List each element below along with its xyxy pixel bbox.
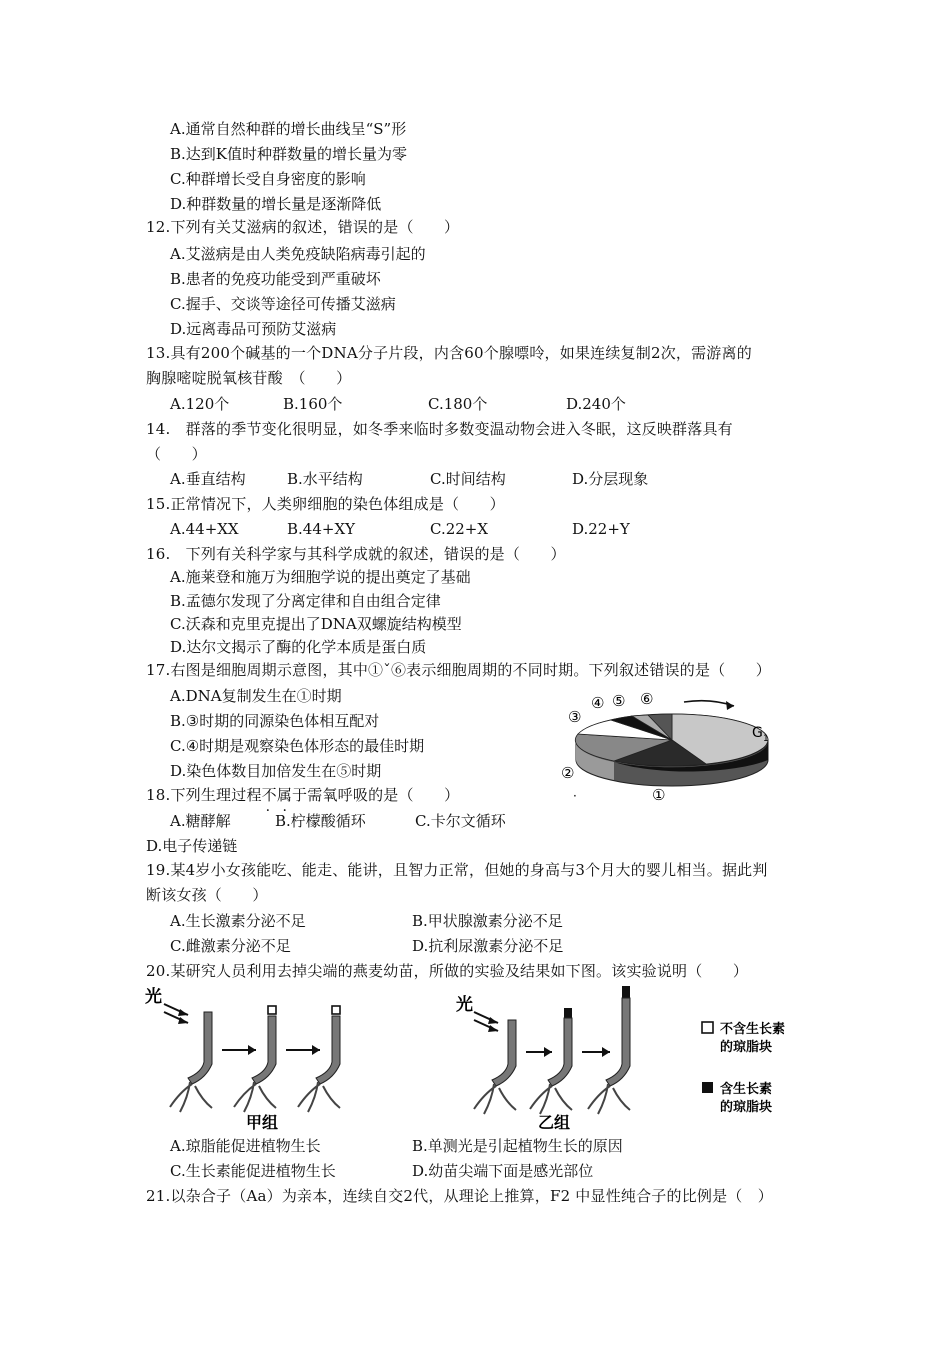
group-b-label: 乙组 [538,1113,571,1132]
figure-mark: · [573,789,577,803]
label-3: ③ [568,708,582,726]
legend-empty-line1: 不含生长素 [720,1022,786,1037]
q13-stem-line2: 胸腺嘧啶脱氧核苷酸 （ ） [146,369,352,387]
q20-option-a: A.琼脂能促进植物生长 [170,1137,321,1155]
q11-option-c: C.种群增长受自身密度的影响 [170,170,366,188]
q18-option-a: A.糖酵解 [170,812,231,830]
q13-option-d: D.240个 [566,395,626,413]
q18-stem-post: 需氧呼吸的是（ ） [307,786,460,804]
q14-stem-line2: （ ） [146,445,207,463]
q18-stem [146,784,459,806]
q20-option-c: C.生长素能促进植物生长 [170,1162,336,1180]
q12-option-d: D.远离毒品可预防艾滋病 [170,320,337,338]
q18-option-b: B.柠檬酸循环 [275,812,366,830]
q11-option-a: A.通常自然种群的增长曲线呈“S”形 [170,120,407,138]
q12-stem: 12.下列有关艾滋病的叙述，错误的是（ ） [146,218,460,236]
q15-option-c: C.22+X [430,520,489,538]
q13-option-b: B.160个 [283,395,343,413]
light-label-a: 光 [145,987,162,1007]
q17-option-c: C.④时期是观察染色体形态的最佳时期 [170,737,425,755]
q13-option-c: C.180个 [428,395,488,413]
q13-option-a: A.120个 [170,395,230,413]
q12-option-c: C.握手、交谈等途径可传播艾滋病 [170,295,396,313]
q15-option-d: D.22+Y [572,520,630,538]
seedling-a3 [298,1006,340,1112]
q11-option-d: D.种群数量的增长量是逐渐降低 [170,195,382,213]
q17-option-d: D.染色体数目加倍发生在⑤时期 [170,762,382,780]
q19-option-a: A.生长激素分泌不足 [170,912,306,930]
arrow-a2-head [312,1045,320,1055]
label-g1: G [752,725,763,741]
q14-option-a: A.垂直结构 [170,470,246,488]
oat-seedling-figure [140,982,820,1132]
seedling-b2 [530,1008,572,1114]
q15-stem: 15.正常情况下，人类卵细胞的染色体组成是（ ） [146,495,505,513]
seedling-b3 [588,986,630,1114]
q20-option-b: B.单测光是引起植物生长的原因 [412,1137,623,1155]
direction-arrow-head [726,701,734,710]
seedling-a2 [234,1006,276,1112]
seedling-b1 [474,1020,516,1114]
q16-stem: 16. 下列有关科学家与其科学成就的叙述，错误的是（ ） [146,545,566,563]
legend-full-swatch [702,1082,713,1093]
q19-stem-line2: 断该女孩（ ） [146,886,268,904]
q20-option-d: D.幼苗尖端下面是感光部位 [412,1162,594,1180]
q18-option-d: D.电子传递链 [146,837,238,855]
q19-option-b: B.甲状腺激素分泌不足 [412,912,563,930]
q18-stem-pre: 18.下列生理过程 [146,786,262,804]
group-a-label: 甲组 [246,1113,279,1132]
q18-stem-emphasis: 不属于 · · [262,786,308,804]
label-2: ② [561,764,575,782]
q17-option-b: B.③时期的同源染色体相互配对 [170,712,380,730]
legend-empty-line2: 的琼脂块 [720,1040,773,1055]
legend-empty-swatch [702,1022,713,1033]
q19-option-d: D.抗利尿激素分泌不足 [412,937,564,955]
arrow-b2-head [602,1047,610,1057]
q15-option-b: B.44+XY [287,520,356,538]
q11-option-b: B.达到K值时种群数量的增长量为零 [170,145,407,163]
label-5: ⑤ [612,692,626,710]
q18-option-c: C.卡尔文循环 [415,812,506,830]
q16-option-b: B.孟德尔发现了分离定律和自由组合定律 [170,592,441,610]
q15-option-a: A.44+XX [170,520,239,538]
seedling-a1 [170,1012,212,1112]
q16-option-d: D.达尔文揭示了酶的化学本质是蛋白质 [170,638,427,656]
q14-option-c: C.时间结构 [430,470,506,488]
q12-option-a: A.艾滋病是由人类免疫缺陷病毒引起的 [170,245,426,263]
q16-option-c: C.沃森和克里克提出了DNA双螺旋结构模型 [170,615,462,633]
label-g1-sub: 1 [763,734,769,744]
label-1: ① [652,786,666,804]
label-6: ⑥ [640,690,654,708]
arrow-b1-head [544,1047,552,1057]
q13-stem-line1: 13.具有200个碱基的一个DNA分子片段，内含60个腺嘌呤，如果连续复制2次，需游离的 [146,344,752,362]
q16-option-a: A.施莱登和施万为细胞学说的提出奠定了基础 [170,568,471,586]
label-4: ④ [591,694,605,712]
q19-option-c: C.雌激素分泌不足 [170,937,291,955]
legend-full-line2: 的琼脂块 [720,1100,773,1115]
q17-option-a: A.DNA复制发生在①时期 [170,687,342,705]
q14-stem-line1: 14. 群落的季节变化很明显，如冬季来临时多数变温动物会进入冬眠，这反映群落具有 [146,420,733,438]
q14-option-b: B.水平结构 [287,470,363,488]
arrow-a1-head [248,1045,256,1055]
cell-cycle-figure [556,682,786,812]
q17-stem: 17.右图是细胞周期示意图，其中①ˇ⑥表示细胞周期的不同时期。下列叙述错误的是（ ） [146,661,771,679]
q20-stem: 20.某研究人员利用去掉尖端的燕麦幼苗，所做的实验及结果如下图。该实验说明（ ） [146,962,749,980]
q14-option-d: D.分层现象 [572,470,649,488]
q19-stem-line1: 19.某4岁小女孩能吃、能走、能讲，且智力正常，但她的身高与3个月大的婴儿相当。据此判 [146,861,768,879]
light-label-b: 光 [456,995,473,1015]
q21-stem: 21.以杂合子（Aa）为亲本，连续自交2代，从理论上推算，F2 中显性纯合子的比例是（ ） [146,1187,773,1205]
q12-option-b: B.患者的免疫功能受到严重破坏 [170,270,381,288]
legend-full-line1: 含生长素 [720,1082,773,1097]
